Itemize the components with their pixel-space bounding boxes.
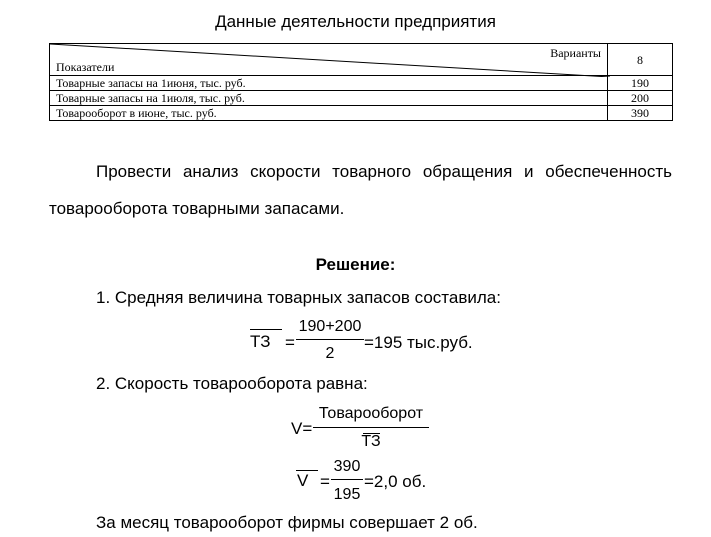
step2-text: 2. Скорость товарооборота равна: bbox=[96, 374, 368, 393]
formula-fraction-bar bbox=[313, 427, 429, 428]
calc-denominator: 195 bbox=[333, 486, 361, 503]
header-variants: Варианты bbox=[550, 46, 601, 60]
row-value: 200 bbox=[608, 91, 673, 106]
fraction-bar bbox=[296, 339, 364, 340]
equals-sign: = bbox=[320, 472, 330, 491]
overline bbox=[250, 329, 282, 330]
calc-numerator: 390 bbox=[333, 458, 361, 475]
data-table bbox=[49, 43, 673, 121]
row-label: Товарные запасы на 1июня, тыс. руб. bbox=[50, 76, 608, 91]
task-line-1: Провести анализ скорости товарного обращения и обеспеченность bbox=[96, 162, 672, 181]
step1-text: 1. Средняя величина товарных запасов составила: bbox=[96, 288, 501, 307]
calc-fraction-bar bbox=[331, 479, 363, 480]
table-row bbox=[50, 91, 673, 106]
velocity-lhs: V= bbox=[291, 419, 313, 438]
calc-result: =2,0 об. bbox=[364, 472, 427, 491]
diagonal-line bbox=[50, 44, 610, 77]
solution-heading: Решение: bbox=[315, 255, 396, 274]
header-indicators: Показатели bbox=[56, 60, 115, 74]
numerator: 190+200 bbox=[298, 318, 362, 335]
equals-sign: = bbox=[285, 333, 295, 352]
row-value: 390 bbox=[608, 106, 673, 121]
formula-denominator: ТЗ bbox=[361, 433, 381, 450]
conclusion: За месяц товарооборот фирмы совершает 2 об. bbox=[96, 513, 478, 532]
header-variant-number: 8 bbox=[608, 44, 673, 76]
row-label: Товарные запасы на 1июля, тыс. руб. bbox=[50, 91, 608, 106]
table-header-row bbox=[50, 44, 673, 76]
page-title: Данные деятельности предприятия bbox=[215, 12, 496, 31]
velocity-symbol: V bbox=[297, 471, 309, 490]
table-row bbox=[50, 106, 673, 121]
formula-numerator: Товарооборот bbox=[318, 405, 424, 422]
task-line-2: товарооборота товарными запасами. bbox=[49, 199, 345, 218]
diagonal-header-cell bbox=[50, 44, 608, 76]
table-row bbox=[50, 76, 673, 91]
row-value: 190 bbox=[608, 76, 673, 91]
result: =195 тыс.руб. bbox=[364, 333, 473, 352]
table-cutoff bbox=[48, 122, 678, 128]
denominator: 2 bbox=[325, 345, 335, 362]
tz-symbol: ТЗ bbox=[250, 332, 271, 351]
row-label: Товарооборот в июне, тыс. руб. bbox=[50, 106, 608, 121]
